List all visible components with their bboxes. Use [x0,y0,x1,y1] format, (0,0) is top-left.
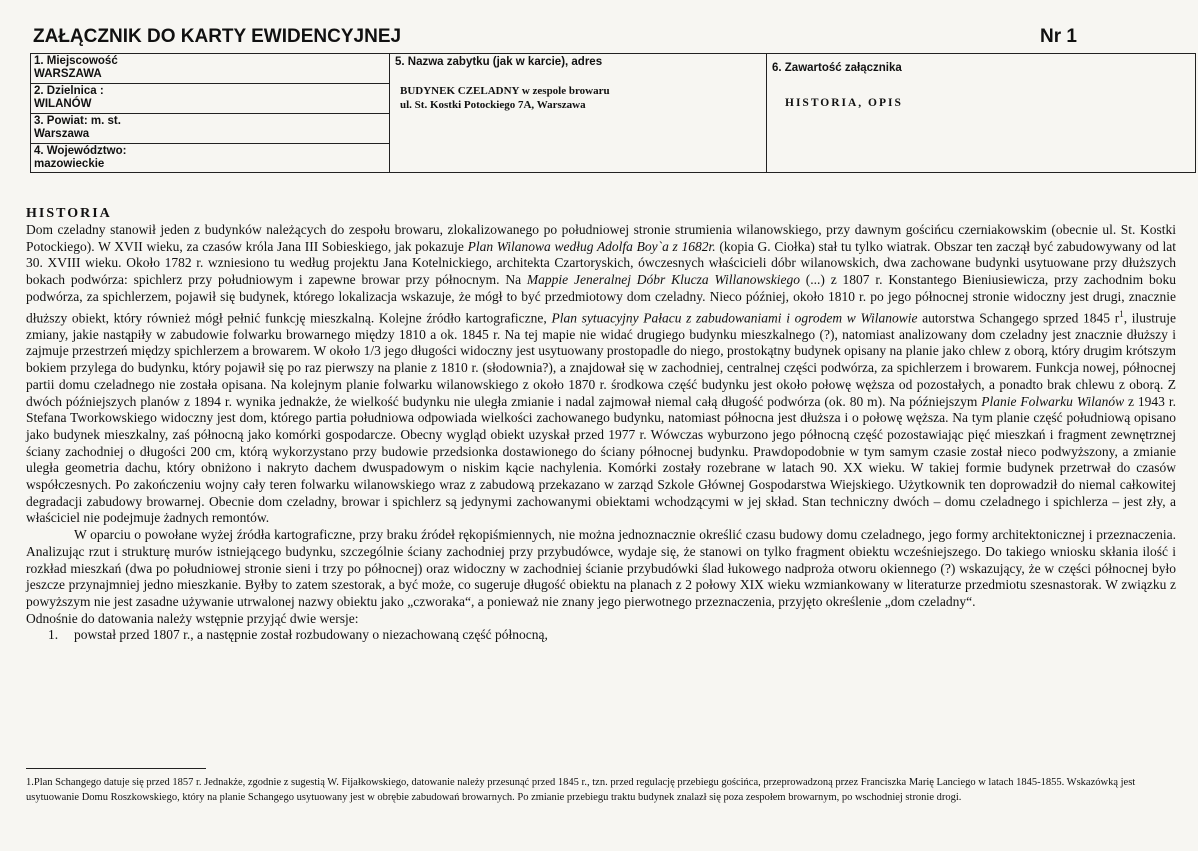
field-wojewodztwo [34,145,126,171]
section-title: HISTORIA [26,206,112,221]
grid-divider [389,54,390,172]
building-context: w zespole browaru [519,85,610,97]
text-run: (kopia G. Ciołka) stał tu tylko wiatrak. Obszar ten zaczął być zabudowywany od lat 30. XVIII wieku. Około 1782 r. wzniesiono tu według projektu Jana Kotelnickiego, architekta Czartoryskich, ówczesnych właścicieli dóbr wilanowskich, dwa zachowane budynki usytuowane przy dłuższych bokach podwórza: spichlerz przy południowym i zapewne browar przy północnym. Na [26,238,1177,288]
attachment-number: Nr 1 [1040,26,1077,47]
field-label: 4. Województwo: [34,145,127,157]
field-label: 1. Miejscowość [34,55,118,67]
paragraph: Odnośnie do datowania należy wstępnie przyjąć dwie wersje: [26,610,359,626]
grid-divider [766,54,767,172]
field-label: 3. Powiat: m. st. [34,115,121,127]
paragraph [26,222,1176,527]
history-text [26,222,1176,644]
list-number: 1. [48,627,59,643]
field-value: mazowieckie [34,158,105,170]
text-run: autorstwa Schangego sprzed 1845 r [917,310,1120,326]
footnote: 1.Plan Schangego datuje się przed 1857 r. Jednakże, zgodnie z sugestią W. Fijałkowskiego, datowanie należy przesunąć przed 1845 r., tzn. przed regulację przebiegu gościńca, przeprowadzoną przez Franciszka Marię Lanciego w latach 1845-1855. Wskazówką jest usytuowanie Domu Roszkowskiego, który na planie Schangego usytuowany jest w obrębie zabudowań browarnych. Po zmianie przebiegu traktu budynek znalazł się poza zespołem browarnym, po wschodniej stronie drogi. [26,777,1136,803]
field-zawartosc-label: 6. Zawartość załącznika [772,62,902,74]
building-address: ul. St. Kostki Potockiego 7A, Warszawa [400,99,586,111]
list-text: powstał przed 1807 r., a następnie został rozbudowany o niezachowaną część północną, [74,627,548,643]
citation: Mappie Jeneralnej Dóbr Klucza Willanowskiego [526,272,800,288]
field-zawartosc-value: HISTORIA, OPIS [785,97,903,109]
field-value: Warszawa [34,128,90,140]
citation: Planie Folwarku Wilanów [981,393,1125,409]
field-powiat [34,115,121,141]
text-run: Dom czeladny stanowił jeden z budynków należących do zespołu browaru, zlokalizowanego po południowej stronie strumienia wilanowskiego, przy dawnym gościńcu czerniakowskim (obecnie ul. St. Kostki Potockiego). W XVII wieku, za czasów króla Jana III Sobieskiego, jak pokazuje [26,222,1176,254]
header-form-grid [30,53,1196,173]
footnote-ref: 1 [1119,308,1124,319]
grid-divider [31,143,389,144]
field-nazwa-label: 5. Nazwa zabytku (jak w karcie), adres [395,56,603,68]
page-title: ZAŁĄCZNIK DO KARTY EWIDENCYJNEJ [33,26,402,47]
grid-divider [31,83,389,84]
building-name: BUDYNEK CZELADNY [400,85,520,97]
citation: Plan Wilanowa według Adolfa Boy`a z 1682r. [467,238,716,254]
text-run: , ilustruje zmiany, jakie nastąpiły w zabudowie folwarku browarnego między 1810 a ok. 1845 r. Na tej mapie nie widać drugiego budynku mieszkalnego (?), natomiast analizowany dom czeladny jest znacznie dłuższy i zajmuje przestrzeń między spichlerzem a browarem. W około 1/3 jego długości widoczny jest usytuowany prostopadle do niego, prostokątny budynek opisany na planie jako chlew z oborą, który drugim krótszym bokiem przylega do budynku, który pojawił się po raz pierwszy na planie z 1810 r. (słodownia?), a znajdował się w zachodniej, centralnej części podwórza, za spichlerzem i browarem. Funkcja nowej, północnej partii domu czeladnego nie została opisana. Na kolejnym planie folwarku wilanowskiego z około 1870 r. środkowa część budynku jest około połowę węższa od pozostałych, a ponadto brak chlewu z oborą. Z dwóch późniejszych planów z 1894 r. wynika jednakże, że wielkość budynku nie uległa zmianie i nadal zajmował niemal całą długość podwórza (ok. 80 m). Na późniejszym [26,310,1176,409]
grid-divider [31,113,389,114]
paragraph: W oparciu o powołane wyżej źródła kartograficzne, przy braku źródeł rękopiśmiennych, nie można jednoznacznie określić czasu budowy domu czeladnego, jego formy architektonicznej i przeznaczenia. Analizując rzut i strukturę murów istniejącego budynku, szczególnie ściany zachodniej przy przybudówce, wydaje się, że stanowi on tylko fragment obiektu wcześniejszego. Do takiego wniosku skłania ilość i rozkład mieszkań (dwa po południowej stronie sieni i trzy po północnej) oraz widoczny w zachodniej ścianie przybudówki ślad łukowego nadproża otworu okiennego (?) wskazujący, że w części północnej było jeszcze przynajmniej jedno mieszkanie. Byłby to zatem szestorak, a być może, co sugeruje długość obiektu na planach z 2 połowy XIX wieku wzmiankowany w literaturze przedmiotu szesnastorak. W związku z powyższym nie jest zasadne używanie utrwalonej nazwy obiektu jako „czworaka“, a ponieważ nie znany jego pierwotnego przeznaczenia, przyjęto określenie „dom czeladny“. [26,527,1176,609]
field-dzielnica [34,85,104,111]
text-run: (...) z 1807 r. Konstantego Bieniusiewicza, przy zachodnim boku podwórza, za spichlerzem, pojawił się budynek, którego lokalizacja wskazuje, że mógł to być przedmiotowy dom czeladny. Nieco później, około 1810 r. po jego północnej stronie widoczny jest drugi, znacznie dłuższy obiekt, który również mógł pełnić funkcję mieszkalną. Kolejne źródło kartograficzne, [26,272,1176,326]
field-miejscowosc [34,55,118,81]
field-label: 2. Dzielnica : [34,85,104,97]
field-nazwa-value [400,84,610,112]
field-value: WILANÓW [34,98,92,110]
list-item [26,627,1176,644]
citation: Plan sytuacyjny Pałacu z zabudowaniami i ogrodem w Wilanowie [551,310,918,326]
field-value: WARSZAWA [34,68,102,80]
text-run: z 1943 r. Stefana Tworkowskiego widoczny jest dom, którego partia południowa odpowiada wielkości zachowanego budynku, natomiast północna jest dłuższa i o połowę węższa. Na tym planie część południową opisano jako budynek mieszkalny, zaś północną jako komórki gospodarcze. Obecny wygląd obiekt uzyskał przed 1977 r. Wówczas wyburzono jego północną część pozostawiając pięć mieszkań i fragment zewnętrznej ściany zachodniej o długości 200 cm, którą wykorzystano przy budowie przedsionka dostawionego do ściany północnej budynku. Prawdopodobnie w tym samym czasie został nieco podwyższony, a zmianie uległa geometria dachu, który obniżono i nakryto dachem dwuspadowym o niskim kącie nachylenia. Komórki zostały rozebrane w latach 90. XX wieku. W takiej formie budynek przetrwał do czasów współczesnych. Po zakończeniu wojny cały teren folwarku wilanowskiego wraz z zabudową przekazano w zarząd Szkole Głównej Gospodarstwa Wiejskiego. Użytkownik ten doprowadził do niemal całkowitej degradacji zabudowy browarnej. Obecnie dom czeladny, browar i spichlerz są jedynymi zachowanymi obiektami wchodzącymi w jej skład. Stan techniczny dwóch – domu czeladnego i spichlerza – jest zły, a właściciel nie podejmuje żadnych remontów. [26,393,1176,526]
footnote-divider [26,768,206,769]
